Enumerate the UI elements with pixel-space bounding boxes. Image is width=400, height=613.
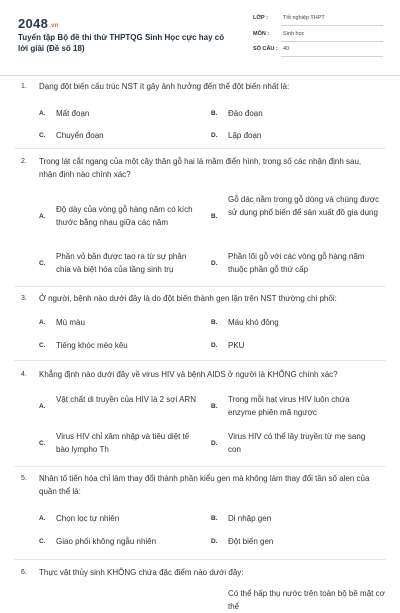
option-text: Gỗ dác nằm trong gỗ dòng và chúng được sử dụng phổ biến để sản xuất đồ gia dụng: [228, 195, 380, 217]
option-text: Trong mỗi hạt virus HIV luôn chứa enzyme phiên mã ngược: [228, 395, 350, 417]
option-text: Chọn lọc tự nhiên: [56, 514, 120, 523]
option-text: PKU: [228, 341, 245, 350]
option-letter: A.: [39, 110, 46, 117]
option-text: Độ dày của vòng gỗ hàng năm có kích thước bằng nhau giữa các năm: [56, 205, 193, 227]
question-number: 2.: [21, 158, 27, 165]
option-letter: B.: [211, 213, 218, 220]
option-letter: D.: [211, 440, 218, 447]
question-separator: [14, 286, 386, 287]
option-letter: C.: [39, 260, 46, 267]
meta-count-value: 40: [283, 46, 290, 52]
meta-subject-underline: [281, 41, 383, 42]
question-number: 6.: [21, 569, 27, 576]
meta-grade-label: LỚP :: [253, 15, 268, 21]
option-letter: C.: [39, 342, 46, 349]
option-letter: B.: [211, 110, 218, 117]
option-text: Vật chất di truyền của HIV là 2 sợi ARN: [56, 395, 196, 404]
option-text: Tiếng khóc mèo kêu: [56, 341, 128, 350]
meta-subject: [253, 30, 383, 42]
option-text: Virus HIV chỉ xâm nhập và tiêu diệt tế bào lympho Th: [56, 432, 190, 454]
option-letter: D.: [211, 132, 218, 139]
option-text: Mất đoạn: [56, 109, 90, 118]
site-logo[interactable]: [18, 16, 59, 31]
option-text: Di nhập gen: [228, 514, 272, 523]
question-separator: [14, 559, 386, 560]
meta-grade-value: Tốt nghiệp THPT: [283, 15, 325, 21]
option-text: Virus HIV có thể lây truyền từ mẹ sang con: [228, 432, 366, 454]
logo-suffix: .vn: [49, 23, 59, 29]
question-text: Nhân tố tiến hóa chỉ làm thay đổi thành phần kiểu gen mà không làm thay đổi tần số alen của quần thể là:: [39, 474, 370, 496]
option-text: Máu khó đông: [228, 318, 279, 327]
meta-subject-value: Sinh học: [283, 31, 305, 37]
option-text: Giao phối không ngẫu nhiên: [56, 537, 157, 546]
option-letter: D.: [211, 342, 218, 349]
question-number: 5.: [21, 475, 27, 482]
question-number: 4.: [21, 371, 27, 378]
option-b[interactable]: [211, 587, 385, 611]
option-text: Phần vỏ bần được tạo ra từ sự phân chia và biệt hóa của tầng sinh trụ: [56, 252, 187, 274]
option-letter: C.: [39, 132, 46, 139]
meta-count: [253, 45, 383, 57]
option-letter: C.: [39, 440, 46, 447]
option-text: Mù màu: [56, 318, 85, 327]
meta-count-label: SỐ CÂU :: [253, 46, 278, 52]
option-text: Phần lõi gỗ với các vòng gỗ hàng năm thuộc phần gỗ thứ cấp: [228, 252, 365, 274]
question-number: 3.: [21, 295, 27, 302]
option-letter: A.: [39, 213, 46, 220]
option-text: Lặp đoạn: [228, 131, 262, 140]
option-text: Đột biến gen: [228, 537, 274, 546]
meta-subject-label: MÔN :: [253, 31, 270, 37]
meta-grade-underline: [281, 25, 383, 26]
option-letter: A.: [39, 319, 46, 326]
option-letter: C.: [39, 538, 46, 545]
question-separator: [14, 148, 386, 149]
option-letter: A.: [39, 403, 46, 410]
option-letter: D.: [211, 260, 218, 267]
option-letter: B.: [211, 515, 218, 522]
question-text: Ở người, bệnh nào dưới đây là do đột biến thành gen lặn trên NST thường chi phối:: [39, 294, 337, 303]
question-text: Khẳng định nào dưới đây về virus HIV và bệnh AIDS ở người là KHÔNG chính xác?: [39, 370, 338, 379]
question-text: Thực vật thủy sinh KHÔNG chứa đặc điểm nào dưới đây:: [39, 568, 244, 577]
question-text: Trong lát cắt ngang của một cây thân gỗ hai lá mầm điển hình, trong số các nhận định sau, nhận định nào chính xác?: [39, 157, 362, 179]
meta-grade: [253, 14, 383, 26]
question-separator: [14, 466, 386, 467]
option-letter: D.: [211, 538, 218, 545]
logo-main-text: 2048: [18, 16, 49, 31]
question-text: Dạng đột biến cấu trúc NST ít gây ảnh hưởng đến thể đột biến nhất là:: [39, 82, 290, 91]
option-text: Có thể hấp thụ nước trên toàn bộ bề mặt cơ thể: [228, 589, 385, 611]
header-divider: [0, 75, 400, 76]
option-text: Chuyển đoạn: [56, 131, 104, 140]
question-separator: [14, 360, 386, 361]
question-number: 1.: [21, 83, 27, 90]
option-letter: A.: [39, 515, 46, 522]
option-letter: B.: [211, 319, 218, 326]
page-header: [0, 0, 400, 78]
option-letter: B.: [211, 403, 218, 410]
document-title: Tuyển tập Bộ đề thi thử THPTQG Sinh Học cực hay có lời giải (Đề số 18): [18, 33, 225, 53]
option-text: Đảo đoạn: [228, 109, 263, 118]
meta-count-underline: [281, 56, 383, 57]
